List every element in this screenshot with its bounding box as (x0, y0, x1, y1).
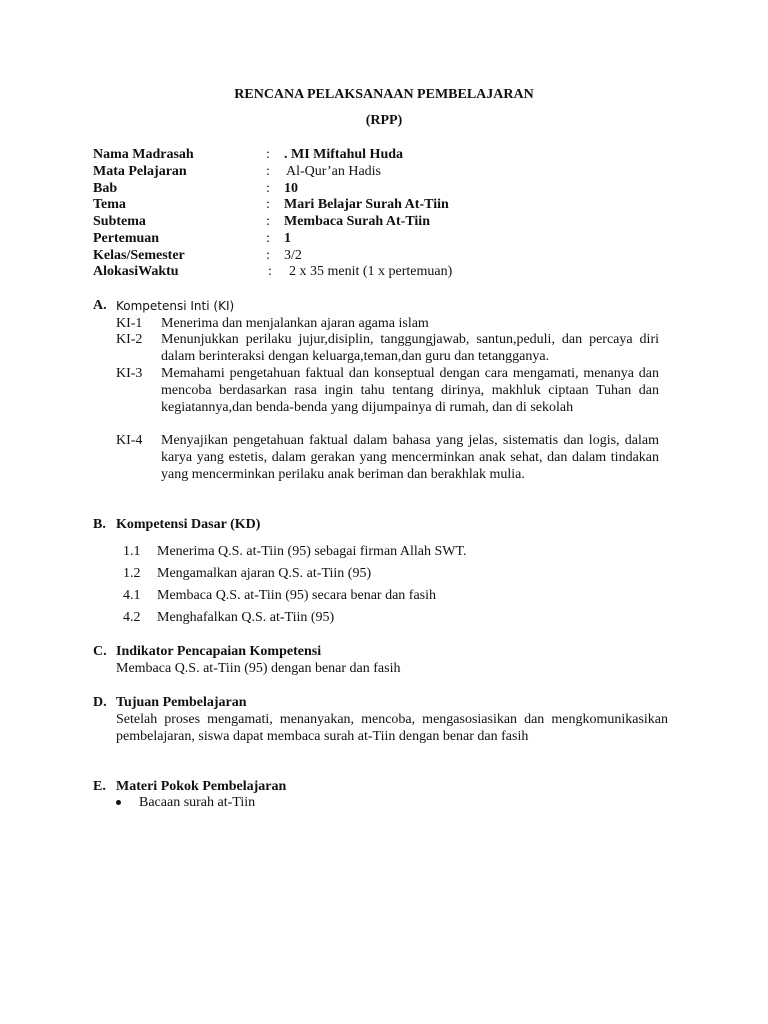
arabic-verses-image (90, 812, 690, 934)
bullet-icon (116, 800, 121, 805)
identity-value: 2 x 35 menit (1 x pertemuan) (289, 264, 453, 279)
identity-colon: : (266, 181, 270, 196)
section-e-heading: Materi Pokok Pembelajaran (116, 779, 287, 794)
ki-text: Menerima dan menjalankan ajaran agama islam (161, 316, 429, 331)
identity-value: Membaca Surah At-Tiin (284, 214, 430, 229)
identity-label: AlokasiWaktu (93, 264, 179, 279)
identity-label: Bab (93, 181, 118, 196)
identity-label: Pertemuan (93, 231, 160, 246)
identity-colon: : (266, 248, 270, 263)
document-title: RENCANA PELAKSANAAN PEMBELAJARAN (234, 87, 534, 102)
ki-code: KI-2 (116, 332, 143, 347)
section-d-letter: D. (93, 695, 107, 710)
section-c-heading: Indikator Pencapaian Kompetensi (116, 644, 322, 659)
section-d-text: Setelah proses mengamati, menanyakan, mencoba, mengasosiasikan dan mengkomunikasikan pembelajaran, siswa dapat membaca surah at-Tiin dengan benar dan fasih (116, 712, 668, 744)
identity-value: . MI Miftahul Huda (284, 147, 404, 162)
identity-label: Mata Pelajaran (93, 164, 187, 179)
section-c-letter: C. (93, 644, 107, 659)
identity-colon: : (266, 214, 270, 229)
identity-label: Subtema (93, 214, 146, 229)
identity-label: Nama Madrasah (93, 147, 194, 162)
section-b-letter: B. (93, 517, 106, 532)
identity-value: 1 (284, 231, 291, 246)
identity-colon: : (266, 197, 270, 212)
kd-number: 4.1 (123, 588, 141, 603)
identity-colon: : (268, 264, 272, 279)
section-e-letter: E. (93, 779, 106, 794)
kd-text: Membaca Q.S. at-Tiin (95) secara benar dan fasih (157, 588, 437, 603)
kd-text: Mengamalkan ajaran Q.S. at-Tiin (95) (157, 566, 372, 581)
section-e-bullet-text: Bacaan surah at-Tiin (139, 795, 256, 810)
kd-number: 1.2 (123, 566, 141, 581)
section-c-text: Membaca Q.S. at-Tiin (95) dengan benar dan fasih (116, 661, 401, 676)
document-subtitle: (RPP) (365, 113, 403, 128)
identity-value: Mari Belajar Surah At-Tiin (284, 197, 449, 212)
ki-text: Menunjukkan perilaku jujur,disiplin, tanggungjawab, santun,peduli, dan percaya diri dalam berinteraksi dengan keluarga,teman,dan guru dan tetangganya. (161, 332, 659, 364)
kd-number: 1.1 (123, 544, 141, 559)
section-b-heading: Kompetensi Dasar (KD) (116, 517, 261, 532)
ki-code: KI-4 (116, 433, 143, 448)
ki-code: KI-1 (116, 316, 143, 331)
kd-text: Menerima Q.S. at-Tiin (95) sebagai firman Allah SWT. (157, 544, 467, 559)
identity-label: Kelas/Semester (93, 248, 185, 263)
identity-label: Tema (93, 197, 126, 212)
kd-number: 4.2 (123, 610, 141, 625)
identity-colon: : (266, 164, 270, 179)
ki-code: KI-3 (116, 366, 143, 381)
ki-text: Memahami pengetahuan faktual dan konseptual dengan cara mengamati, menanya dan mencoba berdasarkan rasa ingin tahu tentang dirinya, makhluk ciptaan Tuhan dan kegiatannya,dan benda-benda yang dijumpainya di rumah, dan di sekolah (161, 366, 659, 415)
kd-text: Menghafalkan Q.S. at-Tiin (95) (157, 610, 335, 625)
identity-value: 10 (284, 181, 298, 196)
identity-colon: : (266, 147, 270, 162)
identity-value: Al-Qur’an Hadis (286, 164, 381, 179)
identity-colon: : (266, 231, 270, 246)
section-a-letter: A. (93, 298, 107, 313)
section-d-heading: Tujuan Pembelajaran (116, 695, 247, 710)
identity-value: 3/2 (284, 248, 302, 263)
section-a-heading: Kompetensi Inti (KI) (116, 299, 235, 313)
ki-text: Menyajikan pengetahuan faktual dalam bahasa yang jelas, sistematis dan logis, dalam karya yang estetis, dalam gerakan yang mencerminkan anak sehat, dan dalam tindakan yang mencerminkan perilaku anak beriman dan berakhlak mulia. (161, 433, 659, 482)
